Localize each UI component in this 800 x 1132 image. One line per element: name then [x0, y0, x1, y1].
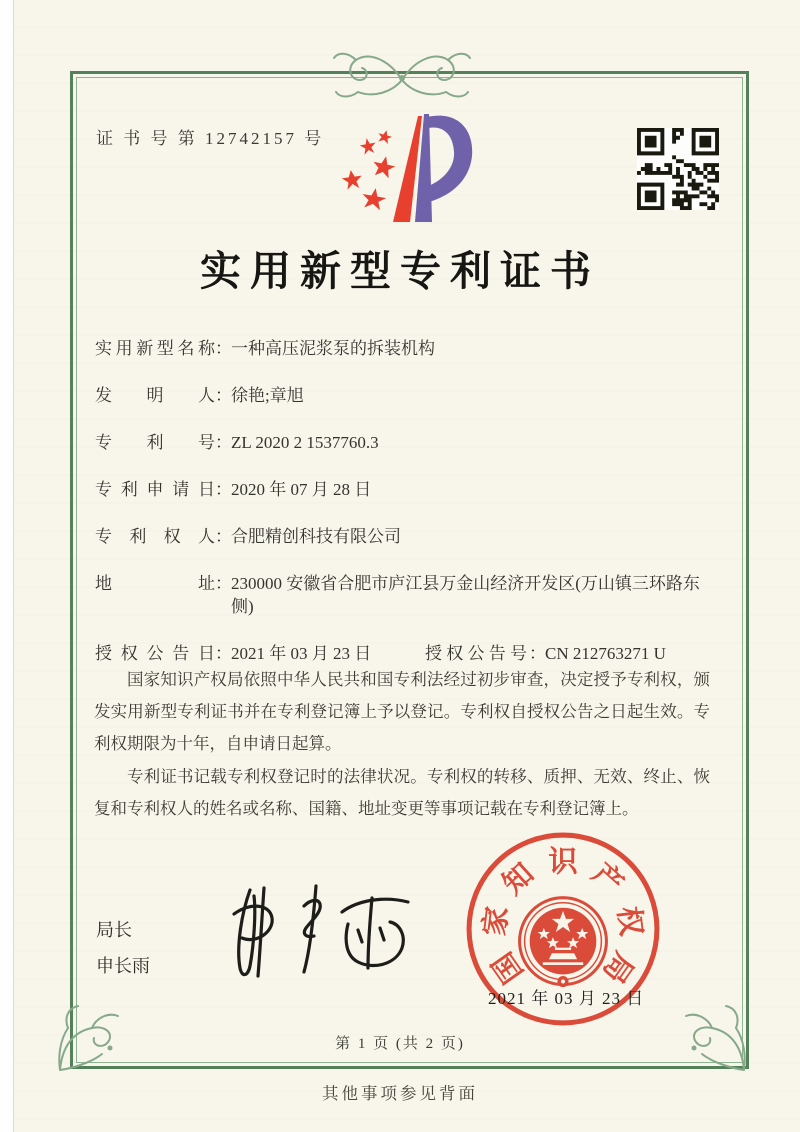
field-value: 一种高压泥浆泵的拆装机构	[231, 339, 435, 358]
field-label: 专利权人	[95, 527, 215, 546]
field-label: 发明人	[95, 386, 215, 405]
signer-name: 申长雨	[96, 956, 150, 976]
paragraph-2: 专利证书记载专利权登记时的法律状况。专利权的转移、质押、无效、终止、恢复和专利权人的姓名或名称、国籍、地址变更等事项记载在专利登记簿上。	[94, 766, 710, 818]
grant-date-value: 2021 年 03 月 23 日	[231, 644, 372, 663]
grant-row	[95, 642, 713, 665]
scan-edge	[0, 0, 14, 1132]
signer-block	[96, 912, 150, 984]
svg-text:知: 知	[497, 857, 541, 901]
ornament-top-icon	[322, 40, 482, 108]
field-row-patentee: 专利权人 ： 合肥精创科技有限公司	[95, 525, 713, 548]
field-label: 专利号	[95, 433, 215, 452]
svg-text:家: 家	[479, 904, 515, 938]
field-label: 专利申请日	[95, 480, 215, 499]
certificate-number: 证 书 号 第 12742157 号	[96, 129, 325, 148]
field-list	[95, 337, 713, 665]
field-value: 2020 年 07 月 28 日	[231, 480, 372, 499]
field-value: 230000 安徽省合肥市庐江县万金山经济开发区(万山镇三环路东侧)	[231, 574, 700, 616]
field-value: 徐艳;章旭	[231, 386, 304, 405]
field-value: 合肥精创科技有限公司	[231, 527, 401, 546]
field-row-address: 地址 ： 230000 安徽省合肥市庐江县万金山经济开发区(万山镇三环路东侧)	[95, 572, 713, 618]
page-indicator: 第 1 页 (共 2 页)	[335, 1036, 465, 1052]
footer-note: 其他事项参见背面	[322, 1084, 478, 1103]
paragraph-1: 国家知识产权局依照中华人民共和国专利法经过初步审查，决定授予专利权，颁发实用新型专利证书并在专利登记簿上予以登记。专利权自授权公告之日起生效。专利权期限为十年，自申请日起算。	[94, 670, 710, 754]
svg-text:识: 识	[548, 846, 578, 879]
grant-number: 授权公告号 ： CN 212763271 U	[425, 644, 666, 663]
legal-text	[94, 664, 710, 825]
field-label: 实用新型名称	[95, 339, 215, 358]
seal-date: 2021 年 03 月 23 日	[488, 989, 645, 1008]
field-row-patent-no: 专利号 ： ZL 2020 2 1537760.3	[95, 431, 713, 454]
certificate-title: 实用新型专利证书	[200, 248, 600, 294]
field-row-inventor: 发明人 ： 徐艳;章旭	[95, 384, 713, 407]
grant-date: 授权公告日 ： 2021 年 03 月 23 日	[95, 644, 372, 663]
svg-text:局: 局	[596, 946, 640, 989]
svg-text:权: 权	[611, 904, 647, 938]
cnipa-logo-icon	[328, 104, 478, 234]
signature-icon	[212, 872, 427, 990]
field-value: ZL 2020 2 1537760.3	[231, 433, 379, 452]
signer-title: 局长	[96, 920, 132, 940]
qr-code	[637, 128, 719, 210]
grant-number-value: CN 212763271 U	[545, 644, 666, 663]
field-row-filing-date: 专利申请日 ： 2020 年 07 月 28 日	[95, 478, 713, 501]
field-label: 地址	[95, 574, 215, 593]
svg-text:产: 产	[585, 857, 629, 901]
national-emblem-icon	[520, 898, 607, 987]
svg-text:国: 国	[486, 946, 530, 989]
field-row-name: 实用新型名称 ： 一种高压泥浆泵的拆装机构	[95, 337, 713, 360]
